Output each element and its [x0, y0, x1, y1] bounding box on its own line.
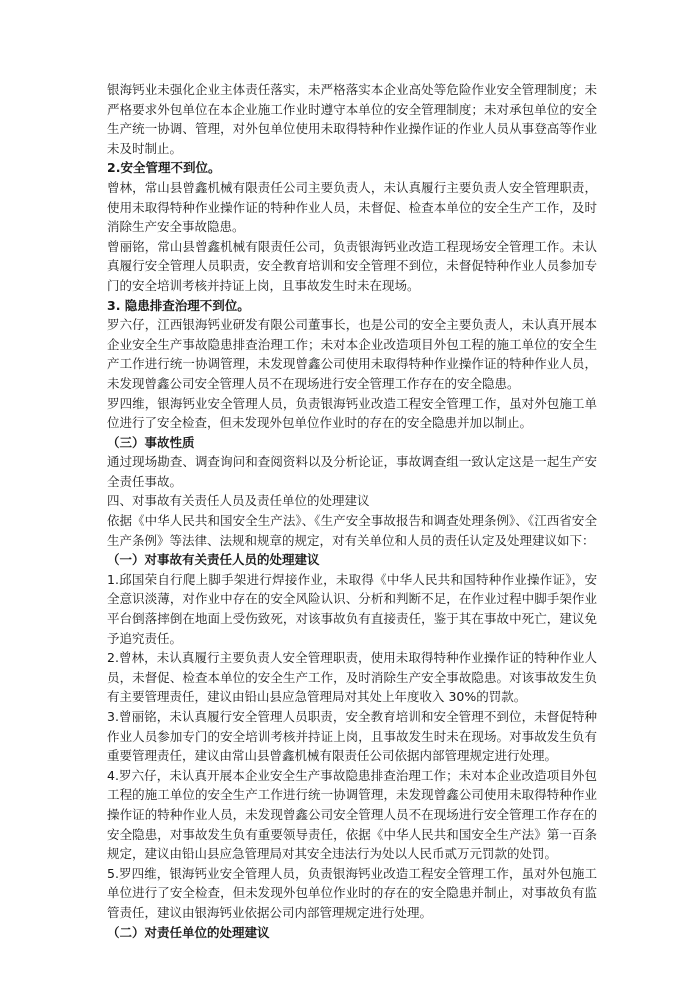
body-paragraph-zeng-lin: 曾林，常山县曾鑫机械有限责任公司主要负责人，未认真履行主要负责人安全管理职责，使用未取得特种作业操作证的特种作业人员，未督促、检查本单位的安全生产工作，及时消除生产安全事故隐患。: [107, 179, 597, 235]
document-page: [107, 80, 597, 942]
section-heading-responsible-persons: （一）对事故有关责任人员的处理建议: [107, 552, 320, 568]
section-heading-safety-management: 2.安全管理不到位。: [107, 160, 221, 176]
section-heading-handling-suggestions: 四、对事故有关责任人员及责任单位的处理建议: [107, 493, 370, 509]
list-item-1: 1.邱国荣自行爬上脚手架进行焊接作业，未取得《中华人民共和国特种作业操作证》，安全意识淡薄，对作业中存在的安全风险认识、分析和判断不足，在作业过程中脚手架作业平台倒落摔倒在地面上受伤致死，对该事故负有直接责任，鉴于其在事故中死亡，建议免予追究责任。: [107, 571, 597, 646]
list-item-5: 5.罗四维，银海钙业安全管理人员，负责银海钙业改造工程安全管理工作，虽对外包施工单位进行了安全检查，但未发现外包单位作业时的存在的安全隐患并制止，对事故负有监管责任，建议由银海钙业依据公司内部管理规定进行处理。: [107, 865, 597, 920]
list-item-2: 2.曾林，未认真履行主要负责人安全管理职责，使用未取得特种作业操作证的特种作业人员，未督促、检查本单位的安全生产工作，及时消除生产安全事故隐患。对该事故发生负有主要管理责任，建议由铅山县应急管理局对其处上年度收入 30%的罚款。: [107, 650, 597, 705]
body-paragraph-violation-summary: 银海钙业未强化企业主体责任落实，未严格落实本企业高处等危险作业安全管理制度；未严格要求外包单位在本企业施工作业时遵守本单位的安全管理制度；未对承包单位的安全生产统一协调、管理，对外包单位使用未取得特种作业操作证的作业人员从事登高等作业未及时制止。: [107, 82, 597, 156]
body-paragraph-luo-siwei: 罗四维，银海钙业安全管理人员，负责银海钙业改造工程安全管理工作，虽对外包施工单位进行了安全检查，但未发现外包单位作业时的存在的安全隐患并加以制止。: [107, 395, 597, 431]
body-paragraph-luo-liuzai: 罗六仔，江西银海钙业研发有限公司董事长，也是公司的安全主要负责人，未认真开展本企业安全生产事故隐患排查治理工作；未对本企业改造项目外包工程的施工单位的安全生产工作进行统一协调管理，未发现曾鑫公司使用未取得特种作业操作证的特种作业人员，未发现曾鑫公司安全管理人员不在现场进行安全管理工作存在的安全隐患。: [107, 317, 597, 391]
body-paragraph-accident-nature: 通过现场勘查、调查询问和查阅资料以及分析论证，事故调查组一致认定这是一起生产安全责任事故。: [107, 454, 597, 489]
body-paragraph-legal-basis: 依据《中华人民共和国安全生产法》、《生产安全事故报告和调查处理条例》、《江西省安全生产条例》等法律、法规和规章的规定，对有关单位和人员的责任认定及处理建议如下：: [107, 513, 597, 548]
section-heading-hazard-inspection: 3. 隐患排查治理不到位。: [107, 297, 250, 313]
section-heading-accident-nature: （三）事故性质: [107, 434, 195, 450]
section-heading-responsible-units: （二）对责任单位的处理建议: [107, 924, 270, 940]
body-paragraph-zeng-liming: 曾丽铭，常山县曾鑫机械有限责任公司，负责银海钙业改造工程现场安全管理工作。未认真履行安全管理人员职责，安全教育培训和安全管理不到位，未督促特种作业人员参加专门的安全培训考核并持证上岗，且事故发生时未在现场。: [107, 238, 597, 293]
list-item-3: 3.曾丽铭，未认真履行安全管理人员职责，安全教育培训和安全管理不到位，未督促特种作业人员参加专门的安全培训考核并持证上岗，且事故发生时未在现场。对事故发生负有重要管理责任，建议由常山县曾鑫机械有限责任公司依据内部管理规定进行处理。: [107, 709, 597, 764]
list-item-4: 4.罗六仔，未认真开展本企业安全生产事故隐患排查治理工作；未对本企业改造项目外包工程的施工单位的安全生产工作进行统一协调管理，未发现曾鑫公司使用未取得特种作业操作证的特种作业人员，未发现曾鑫公司安全管理人员不在现场进行安全管理工作存在的安全隐患，对事故发生负有重要领导责任，依据《中华人民共和国安全生产法》第一百条规定，建议由铅山县应急管理局对其安全违法行为处以人民币贰万元罚款的处罚。: [107, 767, 597, 862]
